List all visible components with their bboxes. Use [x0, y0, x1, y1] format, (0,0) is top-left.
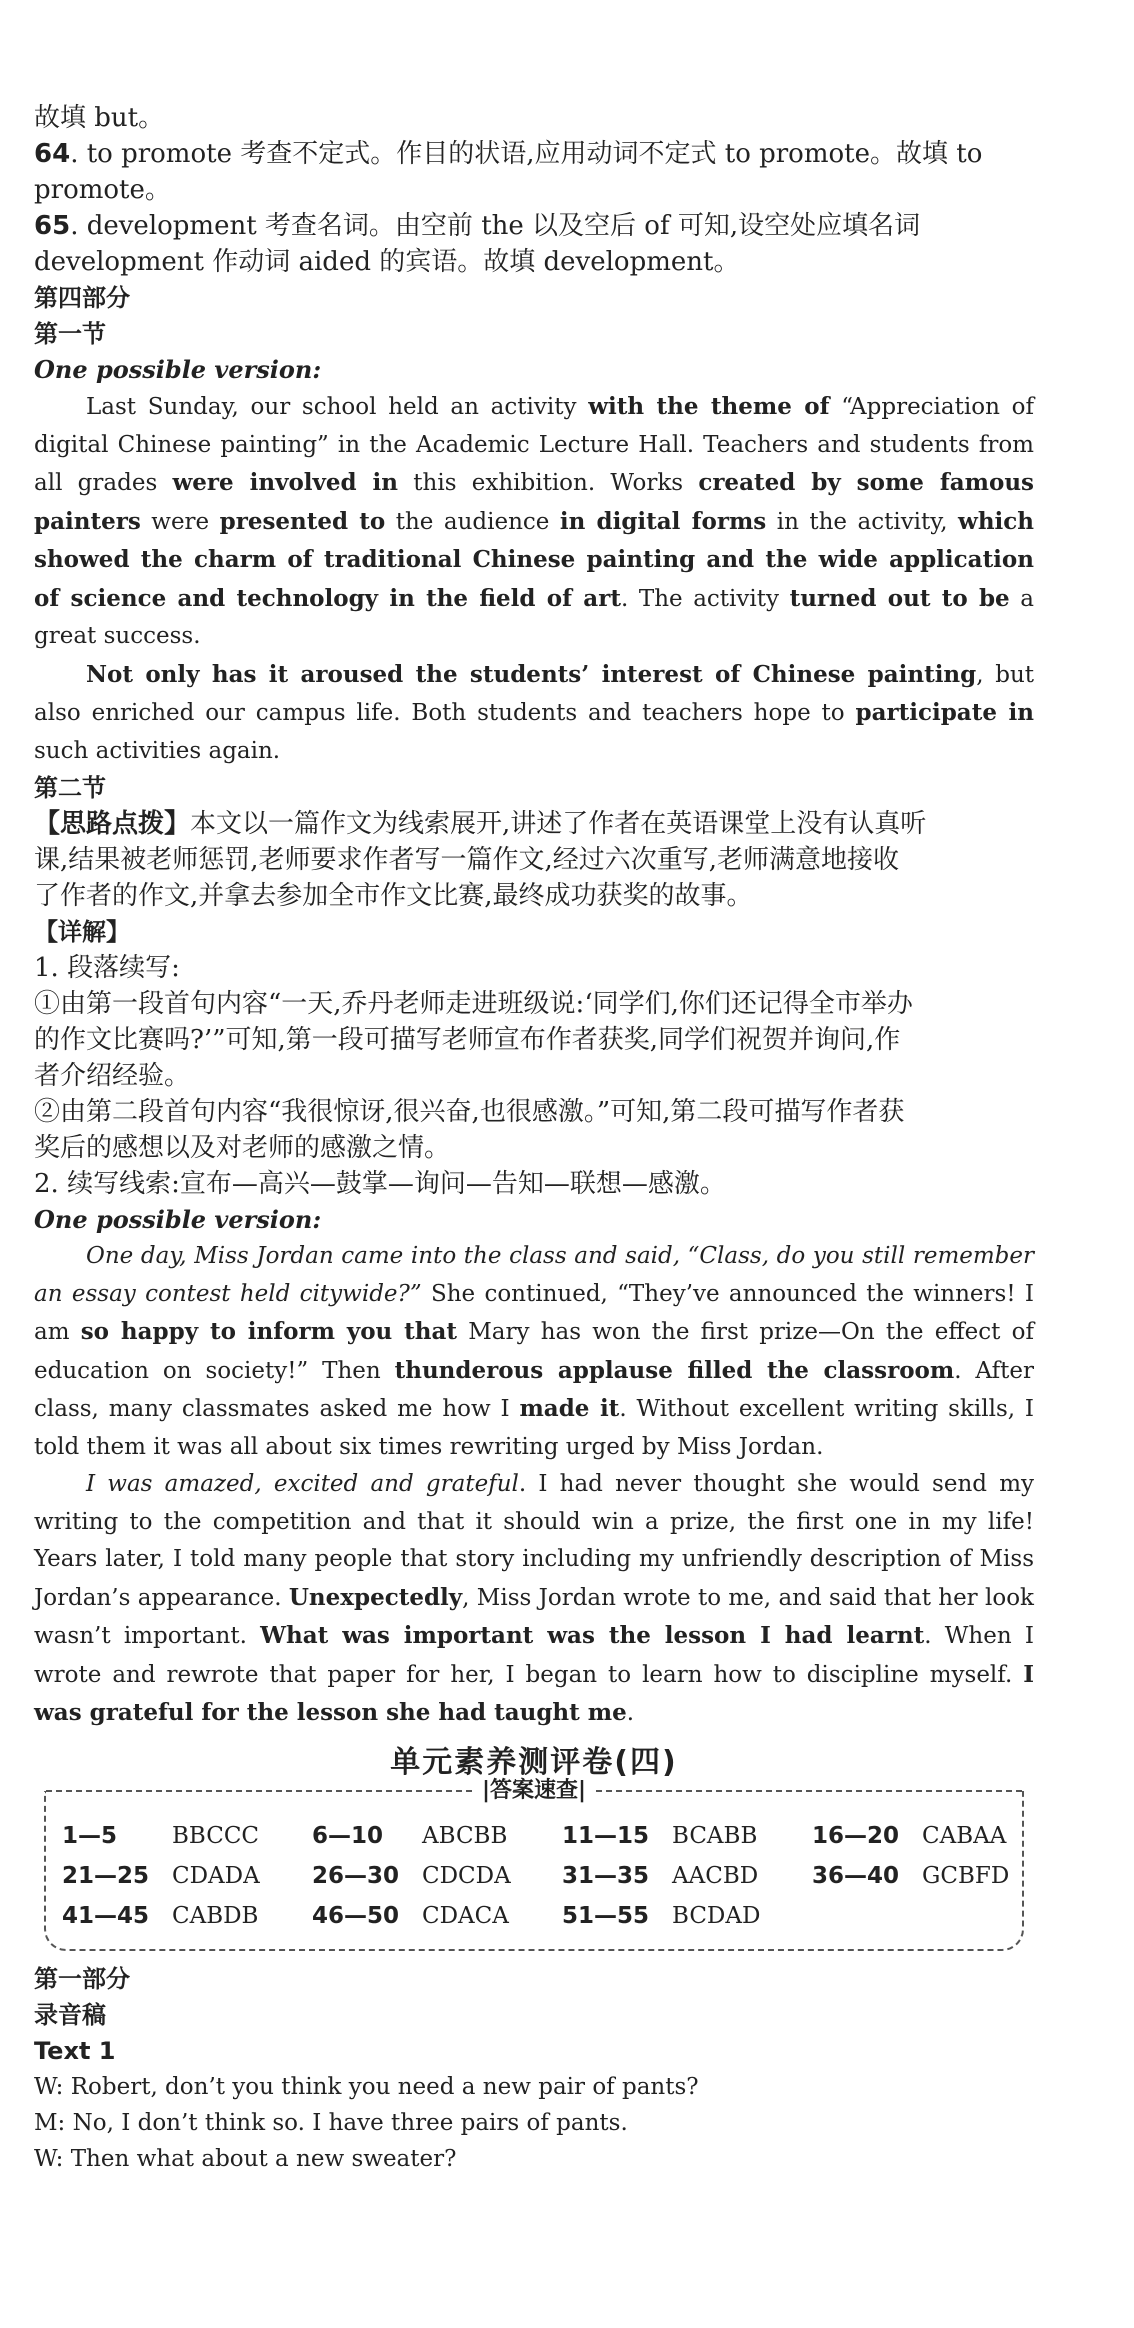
version-label-1 — [34, 352, 1034, 388]
answer-range: 11—15 — [562, 1822, 650, 1849]
answer-range: 51—55 — [562, 1902, 650, 1929]
essay2-paragraph1 — [34, 1238, 1034, 1466]
essay1-bold: created by some famous painters — [34, 469, 1034, 535]
answer-letters: CABDB — [172, 1902, 259, 1929]
answer-range: 41—45 — [62, 1902, 150, 1929]
essay1-text: “Appreciation of digital Chinese painting” in the Academic Lecture Hall. Teachers and students from all grades — [34, 394, 1034, 496]
q64-explanation: . to promote 考查不定式。作目的状语,应用动词不定式 to promote。故填 to — [70, 139, 983, 169]
essay2-bold: made it — [519, 1395, 620, 1422]
essay1-text: , but also enriched our campus life. Both students and teachers hope to — [34, 661, 1034, 726]
essay2-text: She continued, “They’ve announced the winners! I am — [34, 1280, 1034, 1345]
dialog-line: W: Then what about a new sweater? — [34, 2145, 457, 2172]
essay1-text: in the activity, — [766, 508, 959, 535]
answer-key-row — [62, 1899, 1022, 1933]
dialog-line: M: No, I don’t think so. I have three pairs of pants. — [34, 2109, 628, 2136]
essay2-bold: thunderous applause filled the classroom — [394, 1356, 955, 1384]
detail-label: 【详解】 — [34, 918, 130, 946]
essay2-text: , Miss Jordan wrote to me, and said that her look wasn’t important. — [34, 1584, 1034, 1649]
answer-letters: BCABB — [672, 1822, 758, 1849]
answer-letters: CDCDA — [422, 1862, 511, 1889]
line-q64-cont: promote。 — [34, 175, 171, 205]
essay2-text: . — [626, 1700, 635, 1726]
answer-letters: BBCCC — [172, 1822, 260, 1849]
answer-range: 46—50 — [312, 1902, 400, 1929]
section1-heading: 第一节 — [34, 320, 106, 348]
idea-line-2: 课,结果被老师惩罚,老师要求作者写一篇作文,经过六次重写,老师满意地接收 — [34, 845, 900, 875]
version-colon: : — [312, 355, 322, 384]
essay1-bold: with the theme of — [588, 393, 830, 420]
answer-letters: GCBFD — [922, 1862, 1010, 1889]
question-number-65: 65 — [34, 211, 71, 241]
part1-heading: 第一部分 — [34, 1964, 130, 1993]
answer-letters: CDADA — [172, 1862, 260, 1889]
line-q64 — [34, 136, 1034, 172]
answer-range: 31—35 — [562, 1862, 650, 1889]
answer-key-label: |答案速查| — [481, 1777, 587, 1803]
answer-key-row — [62, 1819, 1022, 1853]
answer-range: 1—5 — [62, 1822, 118, 1849]
essay1-bold: which showed the charm of traditional Chinese painting and the wide application of science and technology in the field of art — [34, 507, 1035, 612]
answer-key-box — [44, 1777, 1024, 1951]
essay2-bold: so happy to inform you that — [80, 1318, 458, 1345]
question-number-64: 64 — [34, 139, 71, 169]
answer-letters: CABAA — [922, 1822, 1007, 1849]
idea-line-1 — [34, 806, 1034, 842]
answer-range: 36—40 — [812, 1862, 900, 1889]
detail-line-3: 的作文比赛吗?’”可知,第一段可描写老师宣布作者获奖,同学们祝贺并询问,作 — [34, 1025, 901, 1055]
version-label-2 — [34, 1202, 1034, 1238]
detail-line-2: ①由第一段首句内容“一天,乔丹老师走进班级说:‘同学们,你们还记得全市举办 — [34, 989, 913, 1019]
essay2-text: . When I wrote and rewrote that paper for her, I began to learn how to discipline myself. — [34, 1623, 1034, 1688]
essay1-text: the audience — [385, 508, 560, 535]
essay2-text: . After class, many classmates asked me how I — [34, 1357, 1034, 1422]
text1-heading: Text 1 — [34, 2036, 116, 2065]
detail-line-1: 1. 段落续写: — [34, 953, 180, 983]
essay1-bold: turned out to be — [789, 584, 1010, 612]
essay2-bold: Unexpectedly — [288, 1583, 463, 1611]
essay1-bold: participate in — [855, 699, 1034, 726]
answer-range: 6—10 — [312, 1822, 384, 1849]
version-label-text: One possible version — [34, 355, 313, 384]
answer-key-row — [62, 1859, 1022, 1893]
answer-range: 21—25 — [62, 1862, 150, 1889]
idea-label: 【思路点拨】 — [34, 809, 191, 839]
page-content — [34, 100, 1034, 2177]
essay2-italic: I was amazed, excited and grateful — [86, 1471, 519, 1497]
detail-line-4: 者介绍经验。 — [34, 1061, 191, 1091]
essay2-bold: What was important was the lesson I had learnt — [260, 1622, 925, 1649]
essay1-bold: presented to — [219, 507, 386, 535]
q65-explanation: . development 考查名词。由空前 the 以及空后 of 可知,设空处应填名词 — [70, 211, 921, 241]
part4-heading: 第四部分 — [34, 284, 130, 312]
answer-letters: BCDAD — [672, 1902, 761, 1929]
section2-heading: 第二节 — [34, 774, 106, 802]
unit-test-title: 单元素养测评卷(四) — [390, 1744, 678, 1780]
answer-letters: ABCBB — [422, 1822, 508, 1849]
idea-line-3: 了作者的作文,并拿去参加全市作文比赛,最终成功获奖的故事。 — [34, 881, 753, 911]
essay2-text: . Without excellent writing skills, I told them it was all about six times rewriting urged by Miss Jordan. — [34, 1396, 1035, 1460]
essay1-bold: were involved in — [172, 469, 399, 496]
answer-letters: AACBD — [672, 1862, 759, 1889]
detail-line-6: 奖后的感想以及对老师的感激之情。 — [34, 1133, 451, 1163]
detail-line-7: 2. 续写线索:宣布—高兴—鼓掌—询问—告知—联想—感激。 — [34, 1169, 726, 1199]
line-q65 — [34, 208, 1034, 244]
essay1-text: were — [140, 508, 220, 535]
essay2-text: . I had never thought she would send my writing to the competition and that it should win a prize, the first one in my life! Years later, I told many people that story including my unfriendly description of Miss Jordan’s appearance. — [34, 1471, 1035, 1611]
essay1-text: . The activity — [620, 585, 790, 612]
version-colon: : — [312, 1205, 322, 1234]
line-q63-end: 故填 but。 — [34, 103, 165, 133]
line-q65-cont: development 作动词 aided 的宾语。故填 development。 — [34, 247, 740, 277]
dialog-line: W: Robert, don’t you think you need a new pair of pants? — [34, 2073, 699, 2100]
essay1-bold: in digital forms — [559, 507, 767, 535]
essay1-text: Last Sunday, our school held an activity — [86, 394, 589, 420]
essay1-paragraph1 — [34, 388, 1034, 656]
essay2-italic: One day, Miss Jordan came into the class and said, “Class, do you still remember an essay contest held citywide?” — [34, 1243, 1034, 1307]
detail-line-5: ②由第二段首句内容“我很惊讶,很兴奋,也很感激。”可知,第二段可描写作者获 — [34, 1097, 905, 1127]
essay1-bold: Not only has it aroused the students’ interest of Chinese painting — [86, 660, 977, 688]
essay2-paragraph2 — [34, 1466, 1034, 1733]
essay1-text: this exhibition. Works — [398, 470, 699, 496]
essay1-text: such activities again. — [34, 737, 281, 764]
version-label-text: One possible version — [34, 1205, 313, 1234]
answer-letters: CDACA — [422, 1902, 509, 1929]
answer-key-header — [46, 1777, 1022, 1805]
answer-range: 16—20 — [812, 1822, 900, 1849]
essay2-bold: I was grateful for the lesson she had taught me — [34, 1660, 1034, 1726]
transcript-heading: 录音稿 — [34, 2000, 106, 2029]
essay2-text: Mary has won the first prize—On the effect of education on society!” Then — [34, 1319, 1034, 1384]
answer-range: 26—30 — [312, 1862, 400, 1889]
essay1-paragraph2 — [34, 656, 1034, 771]
essay1-text: a great success. — [34, 585, 1035, 649]
idea-text: 本文以一篇作文为线索展开,讲述了作者在英语课堂上没有认真听 — [190, 809, 927, 839]
